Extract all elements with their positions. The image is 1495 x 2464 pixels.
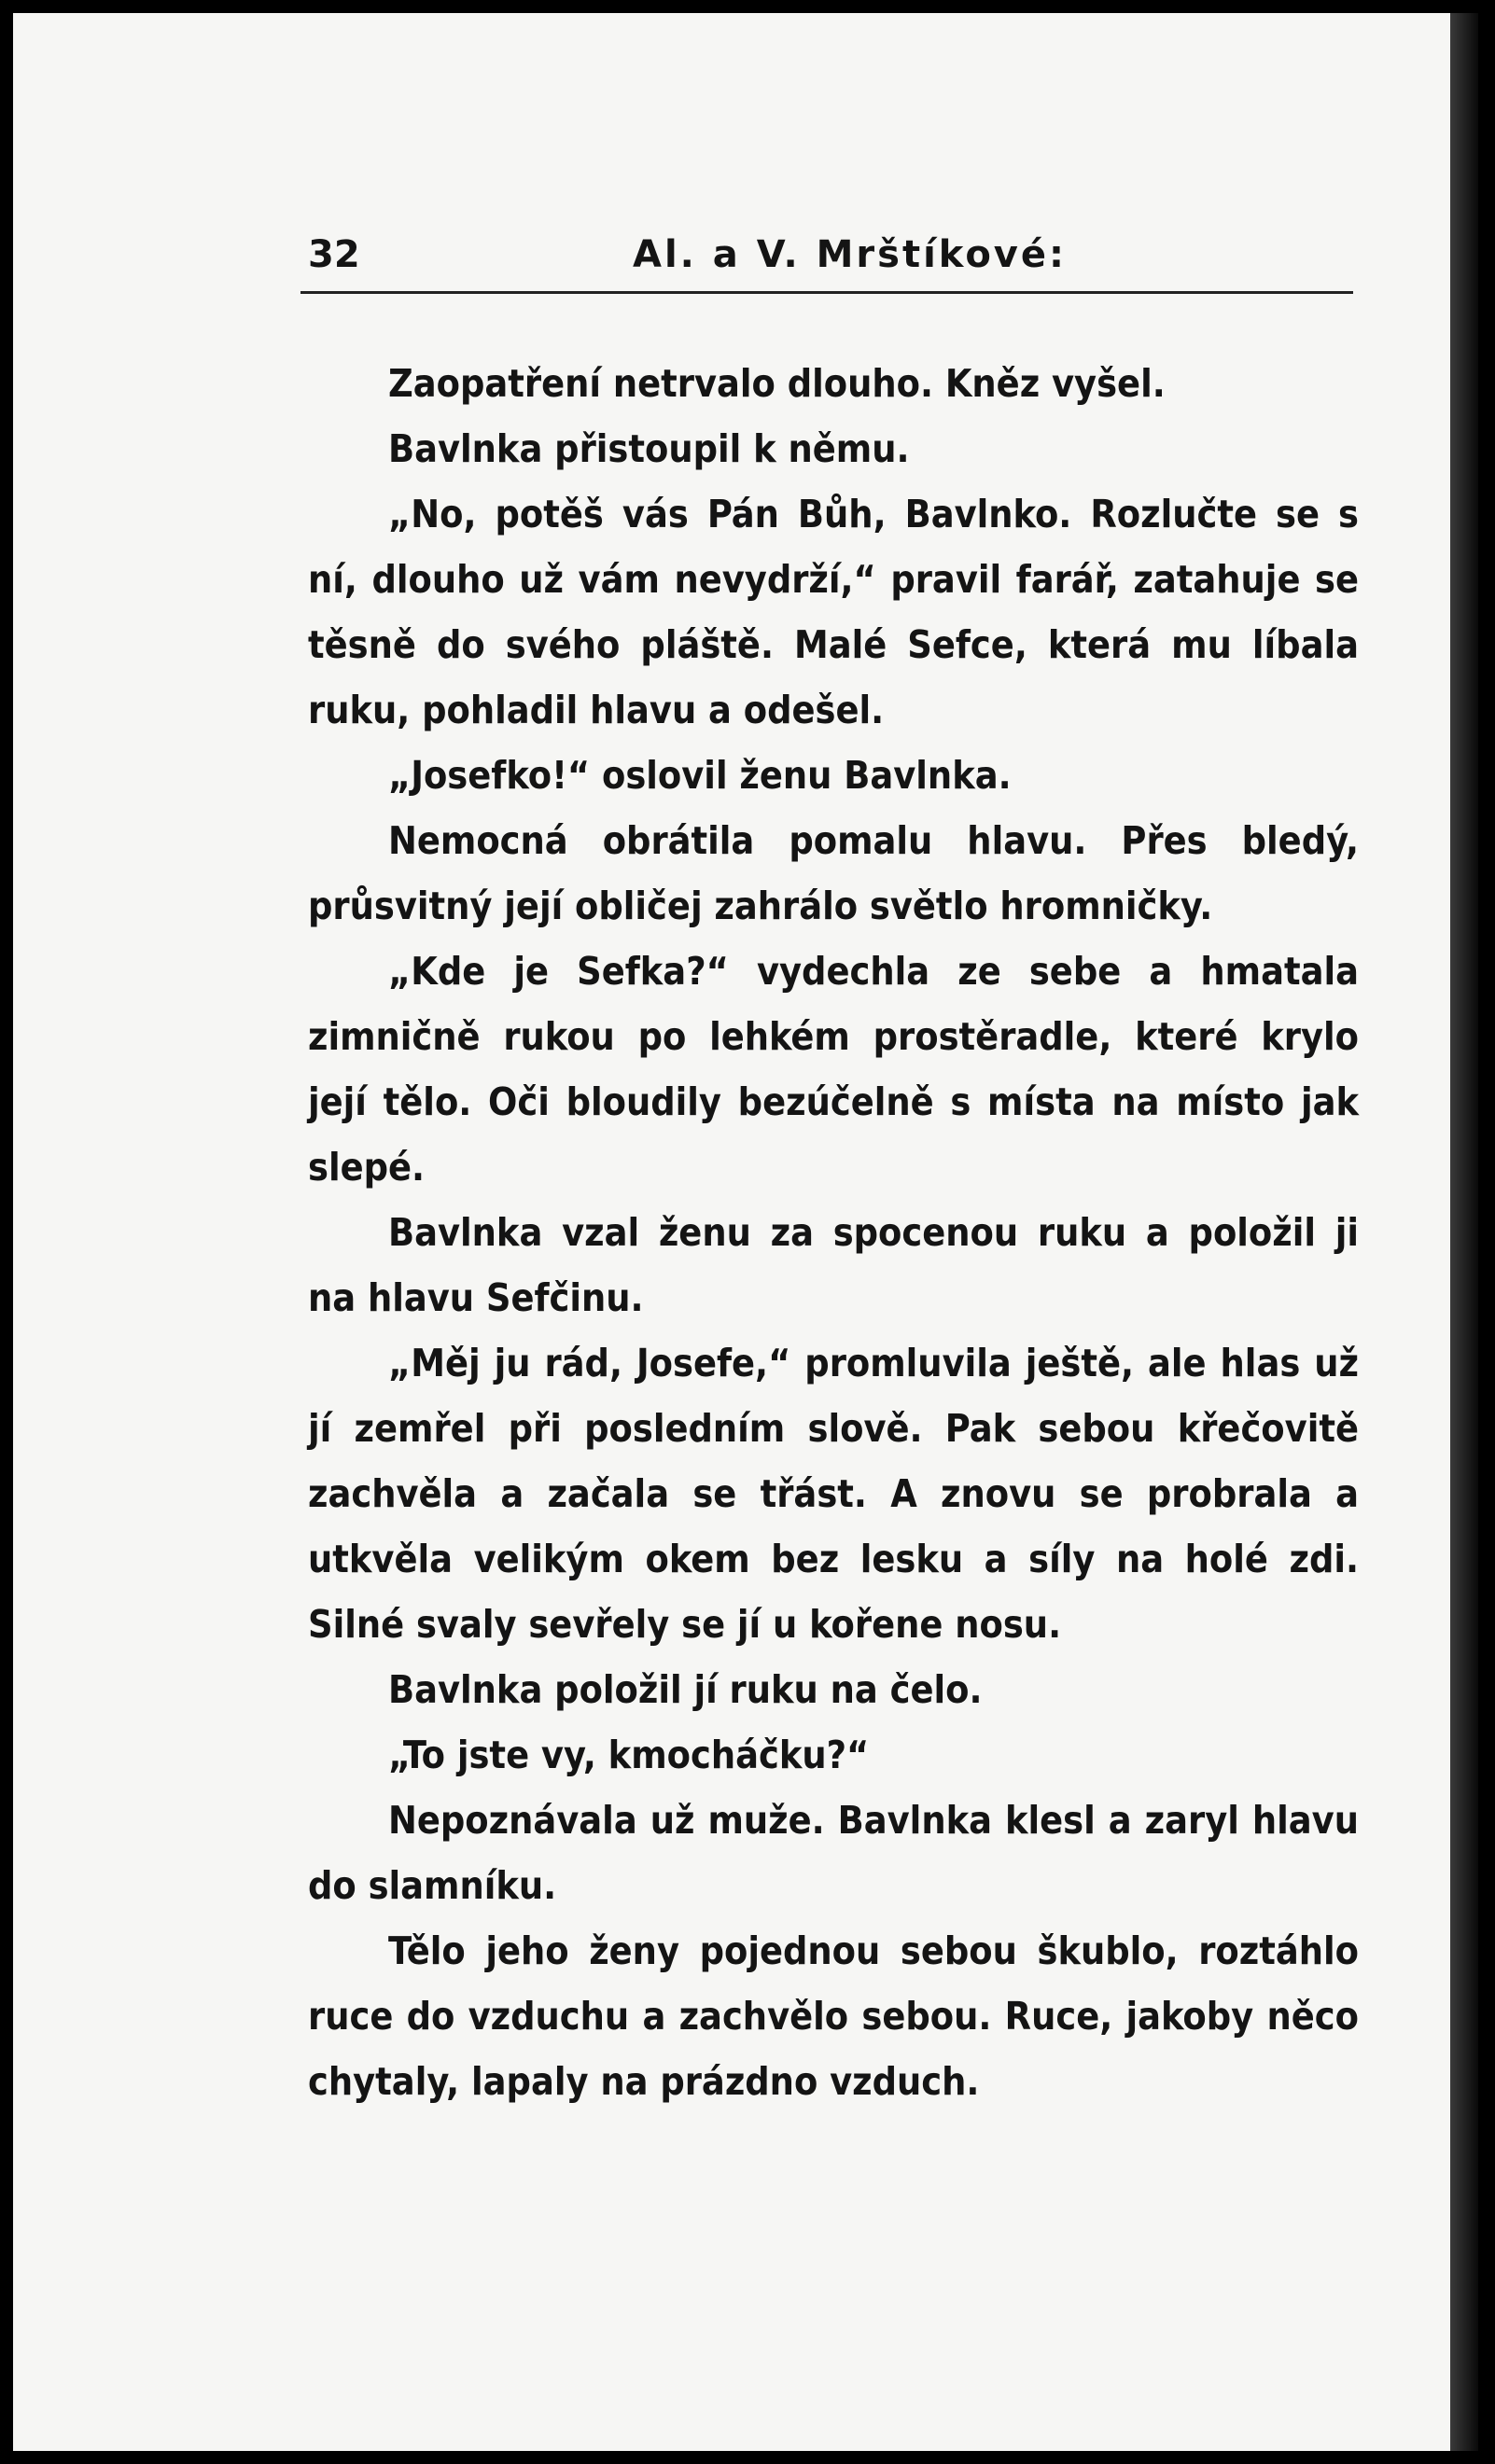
page-edge-shadow [1450,13,1478,2451]
paragraph: „No, potěš vás Pán Bůh, Bavlnko. Rozlučte se s ní, dlouho už vám nevydrží,“ pravil farář, zatahuje se těsně do svého pláště. Malé Sefce, která mu líbala ruku, pohladil hlavu a odešel. [308,492,1359,732]
page-header [299,222,1353,287]
running-title: Al. a V. Mrštíkové: [633,233,1068,276]
paragraph: Zaopatření netrvalo dlouho. Kněz vyšel. [388,361,1166,406]
header-rule [300,291,1353,294]
paragraph: Bavlnka vzal ženu za spocenou ruku a položil ji na hlavu Sefčinu. [308,1210,1359,1320]
body-text [308,351,1359,2114]
paragraph: Tělo jeho ženy pojednou sebou škublo, roztáhlo ruce do vzduchu a zachvělo sebou. Ruce, jakoby něco chytaly, lapaly na prázdno vzduch. [308,1928,1359,2104]
paragraph: Nepoznávala už muže. Bavlnka klesl a zaryl hlavu do slamníku. [308,1798,1359,1908]
page-number: 32 [308,233,360,276]
paragraph: Nemocná obrátila pomalu hlavu. Přes bledý, průsvitný její obličej zahrálo světlo hromničky. [308,818,1359,928]
paragraph: „To jste vy, kmocháčku?“ [388,1733,870,1777]
paragraph: „Kde je Sefka?“ vydechla ze sebe a hmatala zimničně rukou po lehkém prostěradle, které krylo její tělo. Oči bloudily bezúčelně s místa na místo jak slepé. [308,949,1359,1190]
paragraph: Bavlnka položil jí ruku na čelo. [388,1667,983,1712]
paragraph: „Měj ju rád, Josefe,“ promluvila ještě, ale hlas už jí zemřel při posledním slově. Pak sebou křečovitě zachvěla a začala se třást. A znovu se probrala a utkvěla velikým okem bez lesku a síly na holé zdi. Silné svaly sevřely se jí u kořene nosu. [308,1341,1359,1647]
paragraph: Bavlnka přistoupil k němu. [388,426,910,471]
paragraph: „Josefko!“ oslovil ženu Bavlnka. [388,753,1012,798]
